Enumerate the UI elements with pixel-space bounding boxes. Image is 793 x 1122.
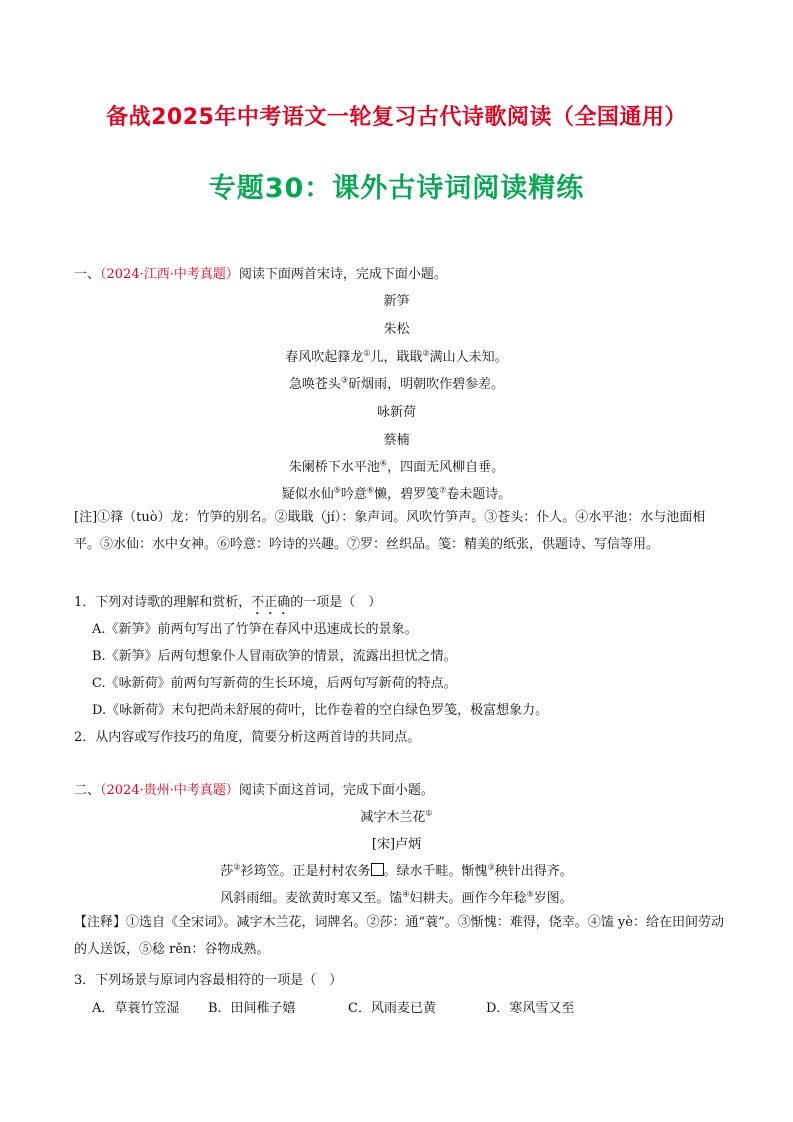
poem2-line1: 朱阑桥下水平池④，四面无风柳自垂。 bbox=[288, 458, 505, 475]
footnote-mark: ⑤ bbox=[526, 889, 534, 899]
q1-option-c: C.《咏新荷》前两句写新荷的生长环境，后两句写新荷的特点。 bbox=[92, 676, 457, 691]
emphasis-text: 不正确 bbox=[251, 595, 291, 610]
footnote-mark: ② bbox=[233, 862, 241, 872]
q3-options bbox=[92, 997, 574, 1016]
q3-option-b: B．田间稚子嬉 bbox=[208, 1001, 296, 1016]
section2-notes: 【注释】①选自《全宋词》。减字木兰花，词牌名。②莎：通“蓑”。③惭愧：难得，侥幸。④馌 yè：给在田间劳动的人送饭，⑤稔 rěn：谷物成熟。 bbox=[74, 915, 724, 957]
footnote-mark: ⑦ bbox=[439, 485, 447, 495]
question-2: 2．从内容或写作技巧的角度，简要分析这两首诗的共同点。 bbox=[74, 730, 421, 745]
q3-option-d: D．寒风雪又至 bbox=[486, 1001, 575, 1016]
poem2-title: 咏新荷 bbox=[376, 405, 416, 420]
document-subtitle: 专题30：课外古诗词阅读精练 bbox=[208, 173, 585, 204]
section1-notes: [注]①箨（tuò）龙：竹笋的别名。②戢戢（jí）：象声词。风吹竹笋声。③苍头：仆人。④水平池：水与池面相平。⑤水仙：水中女神。⑥吟意：吟诗的兴趣。⑦罗：丝织品。笺：精美的纸张，供题诗、写信等用。 bbox=[74, 510, 706, 552]
poem1-line1: 春风吹起箨龙①儿，戢戢②满山人未知。 bbox=[285, 348, 508, 365]
footnote-mark: ④ bbox=[379, 458, 388, 468]
footnote-mark: ⑤ bbox=[333, 485, 341, 495]
question-3: 3．下列场景与原词内容最相符的一项是（ ） bbox=[74, 973, 343, 988]
section1-source: （2024·江西·中考真题） bbox=[100, 267, 239, 282]
document-title: 备战2025年中考语文一轮复习古代诗歌阅读（全国通用） bbox=[106, 105, 687, 130]
section1-instruction: 阅读下面两首宋诗，完成下面小题。 bbox=[238, 267, 447, 282]
poem1-title: 新笋 bbox=[383, 294, 410, 309]
ci-author: [宋]卢炳 bbox=[371, 837, 422, 852]
footnote-mark: ① bbox=[363, 348, 371, 358]
footnote-mark: ③ bbox=[487, 862, 495, 872]
footnote-mark: ④ bbox=[402, 889, 410, 899]
section2-source: （2024·贵州·中考真题） bbox=[100, 783, 239, 798]
q3-option-a: A．草蓑竹笠湿 bbox=[92, 1001, 180, 1016]
ci-line2: 风斜雨细。麦欲黄时寒又至。馌④妇耕夫。画作今年稔⑤岁图。 bbox=[220, 889, 573, 906]
poem1-author: 朱松 bbox=[383, 322, 410, 337]
q1-option-a: A.《新笋》前两句写出了竹笋在春风中迅速成长的景象。 bbox=[92, 622, 418, 637]
question-1: 1．下列对诗歌的理解和赏析，不正确的一项是（ ） bbox=[74, 595, 382, 610]
footnote-mark: ③ bbox=[340, 375, 349, 385]
poem2-line2: 疑似水仙⑤吟意⑥懒，碧罗笺⑦卷未题诗。 bbox=[281, 485, 512, 502]
section1-heading bbox=[74, 263, 447, 282]
q3-option-c: C．风雨麦已黄 bbox=[348, 1001, 436, 1016]
footnote-mark: ① bbox=[425, 808, 433, 818]
q1-option-d: D.《咏新荷》末句把尚未舒展的荷叶，比作卷着的空白绿色罗笺，极富想象力。 bbox=[92, 703, 549, 718]
footnote-mark: ⑥ bbox=[366, 485, 375, 495]
section2-number: 二、 bbox=[74, 783, 101, 798]
poem2-author: 蔡楠 bbox=[383, 433, 410, 448]
ci-title: 减字木兰花① bbox=[360, 808, 433, 825]
section2-heading bbox=[74, 779, 434, 798]
q1-option-b: B.《新笋》后两句想象仆人冒雨砍笋的情景，流露出担忧之情。 bbox=[92, 649, 457, 664]
missing-character-box bbox=[371, 863, 384, 876]
poem1-line2: 急唤苍头③斫烟雨，明朝吹作碧参差。 bbox=[288, 375, 505, 392]
section2-instruction: 阅读下面这首词，完成下面小题。 bbox=[238, 783, 434, 798]
section1-number: 一、 bbox=[74, 267, 101, 282]
footnote-mark: ② bbox=[422, 348, 430, 358]
ci-line1: 莎②衫筠笠。正是村村农务 。绿水千畦。惭愧③秧针出得齐。 bbox=[220, 862, 573, 879]
